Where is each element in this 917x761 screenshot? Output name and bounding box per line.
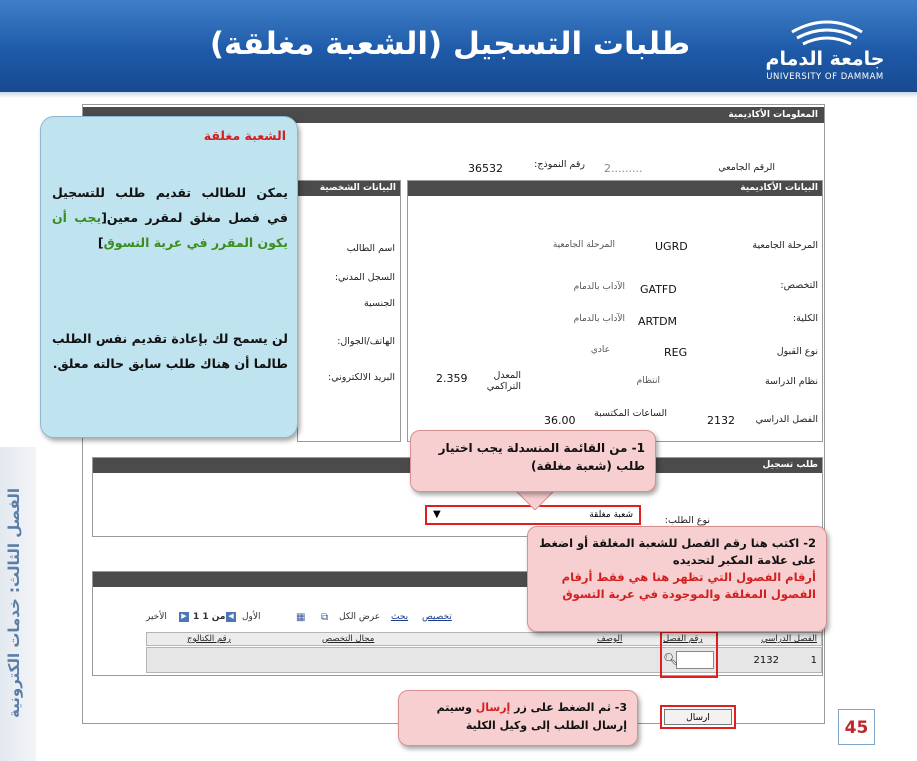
next-page-icon[interactable]: ▶ (179, 612, 189, 622)
step3-text-end: وسيتم إرسال الطلب إلى وكيل الكلية (436, 701, 627, 732)
header-shadow (0, 92, 917, 98)
field-college-desc: الآداب بالدمام (573, 314, 625, 324)
field-career-code: UGRD (655, 240, 688, 253)
column-class-number: رقم الفصل (663, 634, 703, 644)
field-major-desc: الآداب بالدمام (573, 282, 625, 292)
personal-field-phone: الهاتف/الجوال: (337, 336, 395, 347)
field-career-label: المرحلة الجامعية (752, 240, 818, 251)
step3-callout (398, 690, 638, 746)
academic-data-box (407, 180, 823, 442)
field-major-code: GATFD (640, 283, 677, 296)
column-subject: مجال التخصص (322, 634, 375, 644)
step2-callout (527, 526, 827, 632)
info-callout (40, 116, 298, 438)
column-description: الوصف (597, 634, 623, 644)
grid-find-link[interactable]: بحث (391, 612, 409, 622)
info-callout-paragraph-2: لن يسمح لك بإعادة تقديم نفس الطلب طالما أن هناك طلب سابق حالته معلق. (52, 331, 288, 371)
grid-view-icon[interactable]: ▦ (296, 612, 306, 623)
student-id-label: الرقم الجامعي (718, 162, 775, 173)
field-admission-label: نوع القبول (776, 346, 818, 357)
field-admission-code: REG (664, 346, 688, 359)
info-callout-title: الشعبة مغلقة (203, 128, 286, 143)
student-id-value: 2......... (604, 162, 643, 175)
earned-hours-value: 36.00 (544, 414, 576, 427)
personal-data-box (297, 180, 401, 442)
grid-customize-link[interactable]: تخصيص (422, 612, 452, 622)
table-row (146, 647, 822, 673)
column-term: الفصل الدراسي (761, 634, 817, 644)
info-callout-paragraph-1 (52, 180, 288, 255)
grid-first-link[interactable]: الأول (242, 612, 261, 622)
logo-english-text: UNIVERSITY OF DAMMAM (766, 72, 884, 82)
grid-view-all-link[interactable]: عرض الكل (339, 612, 381, 622)
field-major-label: التخصص: (780, 280, 818, 291)
info-callout-p1-note: يجب أن يكون المقرر في عربة التسوق (52, 210, 288, 250)
prev-page-icon[interactable]: ◀ (226, 612, 236, 622)
gpa-value: 2.359 (436, 372, 468, 385)
academic-info-header: المعلومات الأكاديمية (83, 107, 824, 123)
step3-submit-word: إرسال (475, 701, 511, 714)
field-career-desc: المرحلة الجامعية (552, 240, 615, 250)
page-number: 45 (838, 709, 875, 745)
earned-hours-label: الساعات المكتسبة (593, 408, 667, 419)
form-number-value: 36532 (468, 162, 503, 175)
step3-text: 3- ثم الضغط على زر (510, 701, 627, 714)
class-number-input[interactable] (676, 651, 714, 669)
field-admission-desc: عادي (590, 345, 610, 355)
personal-field-civil-id: السجل المدني: (334, 272, 395, 283)
term-value: 2132 (707, 414, 735, 427)
term-label: الفصل الدراسي (755, 414, 818, 425)
chapter-side-label: الفصل الثالث: خدمات الكترونية (5, 487, 23, 719)
academic-data-header: البيانات الأكاديمية (408, 181, 822, 196)
grid-download-icon[interactable]: ⧉ (321, 612, 329, 623)
request-header: طلب تسجيل (93, 458, 822, 473)
grid-range: 1 من 1 (193, 612, 226, 622)
step1-callout: 1- من القائمة المنسدلة يجب اختيار طلب (شعبة مغلقة) (410, 430, 656, 492)
field-study-system-desc: انتظام (636, 376, 660, 386)
personal-field-nationality: الجنسية (364, 298, 395, 309)
university-logo-icon (787, 10, 867, 48)
step2-note: أرقام الفصول التي تظهر هنا هي فقط أرقام الفصول المغلقة والموجودة في عربة التسوق (561, 570, 816, 601)
step2-text: 2- اكتب هنا رقم الفصل للشعبة المغلقة أو اضغط على علامة المكبر لتحديده (539, 536, 816, 567)
column-catalog: رقم الكتالوج (187, 634, 231, 644)
info-callout-p1-text: يمكن للطالب تقديم طلب للتسجيل في فصل مغلق لمقرر معين[ (52, 185, 288, 225)
field-study-system-label: نظام الدراسة (764, 376, 818, 387)
personal-field-name: اسم الطالب (346, 243, 395, 254)
magnifier-lookup-icon[interactable]: 🔍︎ (663, 652, 679, 666)
row-index: 1 (810, 655, 817, 666)
personal-data-header: البيانات الشخصية (298, 181, 400, 196)
step1-pointer (515, 490, 555, 510)
field-college-code: ARTDM (638, 315, 678, 328)
request-type-value: شعبة مغلقة (589, 510, 633, 520)
form-number-label: رقم النموذج: (534, 159, 585, 170)
row-term-value: 2132 (753, 655, 779, 666)
grid-header-row (146, 632, 822, 646)
info-callout-p1-end: ] (97, 235, 104, 250)
personal-field-email: البريد الالكتروني: (328, 372, 395, 383)
slide-title: طلبات التسجيل (الشعبة مغلقة) (209, 26, 691, 62)
chevron-down-icon: ▼ (433, 509, 441, 520)
grid-last-link[interactable]: الأخير (146, 612, 167, 622)
request-type-label: نوع الطلب: (664, 515, 710, 526)
gpa-label: المعدل التراكمي (486, 370, 521, 392)
submit-button[interactable]: ارسال (664, 709, 732, 725)
logo-arabic-text: جامعة الدمام (765, 48, 885, 70)
field-college-label: الكلية: (792, 313, 818, 324)
